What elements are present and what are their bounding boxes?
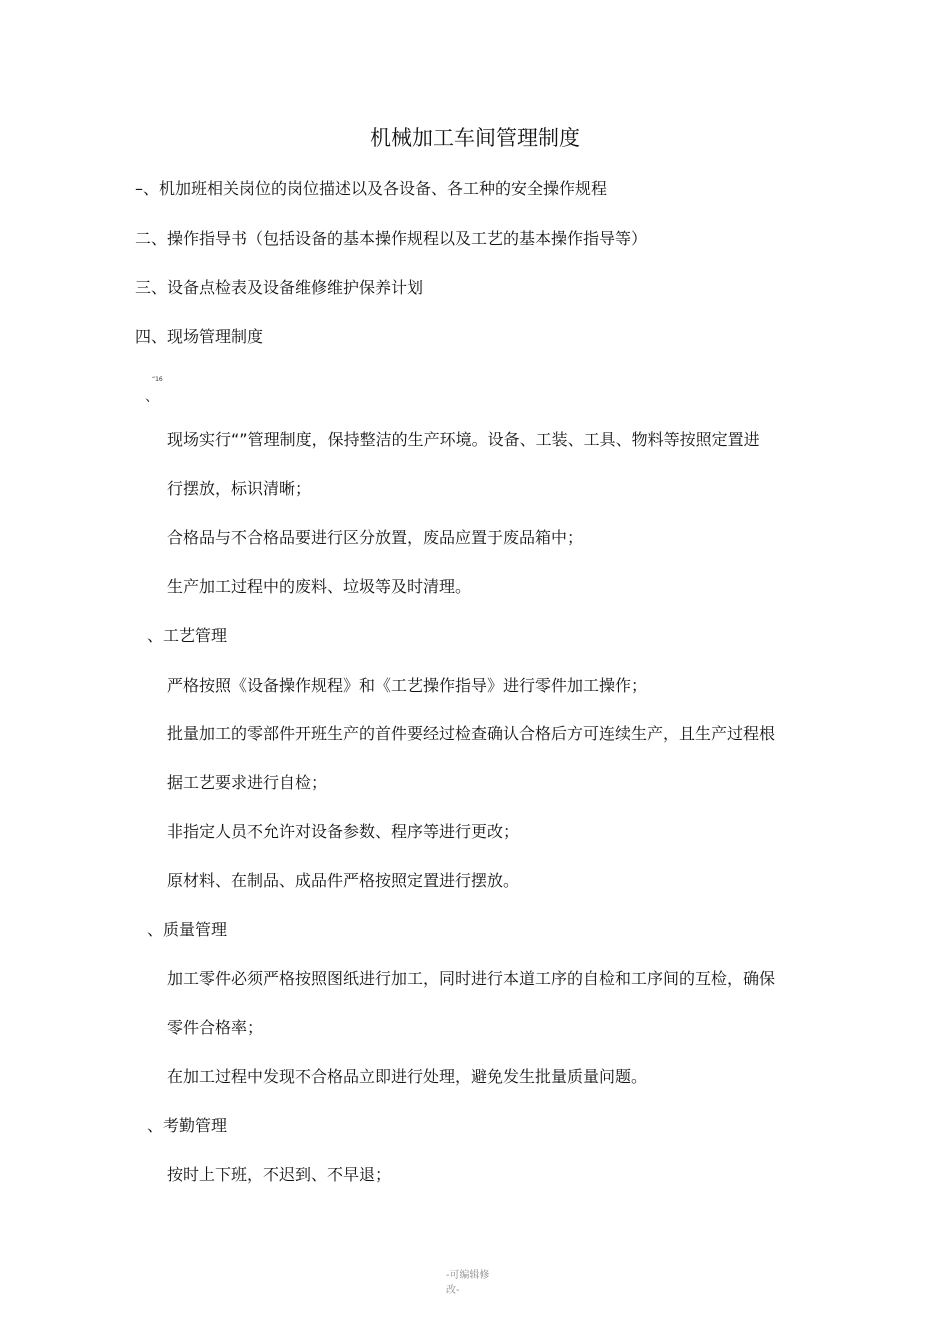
section-heading-1: –、机加班相关岗位的岗位描述以及各设备、各工种的安全操作规程	[135, 179, 608, 198]
quality-line-2: 零件合格率；	[167, 1018, 264, 1037]
process-heading: 、工艺管理	[147, 626, 228, 645]
process-line-2: 批量加工的零部件开班生产的首件要经过检查确认合格后方可连续生产，且生产过程根	[167, 724, 776, 743]
process-line-4: 非指定人员不允许对设备参数、程序等进行更改；	[167, 822, 520, 841]
process-line-1: 严格按照《设备操作规程》和《工艺操作指导》进行零件加工操作；	[167, 676, 648, 695]
quality-line-3: 在加工过程中发现不合格品立即进行处理，避免发生批量质量问题。	[167, 1067, 648, 1086]
site-paragraph-line-3: 合格品与不合格品要进行区分放置，废品应置于废品箱中；	[167, 528, 584, 547]
section-heading-3: 三、设备点检表及设备维修维护保养计划	[135, 278, 424, 297]
process-line-3: 据工艺要求进行自检；	[167, 773, 328, 792]
quality-heading: 、质量管理	[147, 920, 228, 939]
footer-line-2: 改-	[446, 1285, 460, 1296]
page-title: 机械加工车间管理制度	[370, 126, 580, 150]
footer-line-1: -可编辑修	[446, 1270, 490, 1281]
attendance-line-1: 按时上下班，不迟到、不早退；	[167, 1165, 392, 1184]
artifact-dot-mark: 、	[145, 389, 159, 405]
section-heading-2: 二、操作指导书（包括设备的基本操作规程以及工艺的基本操作指导等）	[135, 229, 648, 248]
quality-line-1: 加工零件必须严格按照图纸进行加工，同时进行本道工序的自检和工序间的互检，确保	[167, 969, 776, 988]
attendance-heading: 、考勤管理	[147, 1116, 228, 1135]
site-paragraph-line-2: 行摆放，标识清晰；	[167, 479, 312, 498]
site-paragraph-line-1: 现场实行“”管理制度，保持整洁的生产环境。设备、工装、工具、物料等按照定置进	[167, 430, 760, 449]
process-line-5: 原材料、在制品、成品件严格按照定置进行摆放。	[167, 871, 520, 890]
section-heading-4: 四、现场管理制度	[135, 327, 264, 346]
artifact-small-mark: “16	[152, 376, 163, 383]
site-paragraph-line-4: 生产加工过程中的废料、垃圾等及时清理。	[167, 577, 472, 596]
